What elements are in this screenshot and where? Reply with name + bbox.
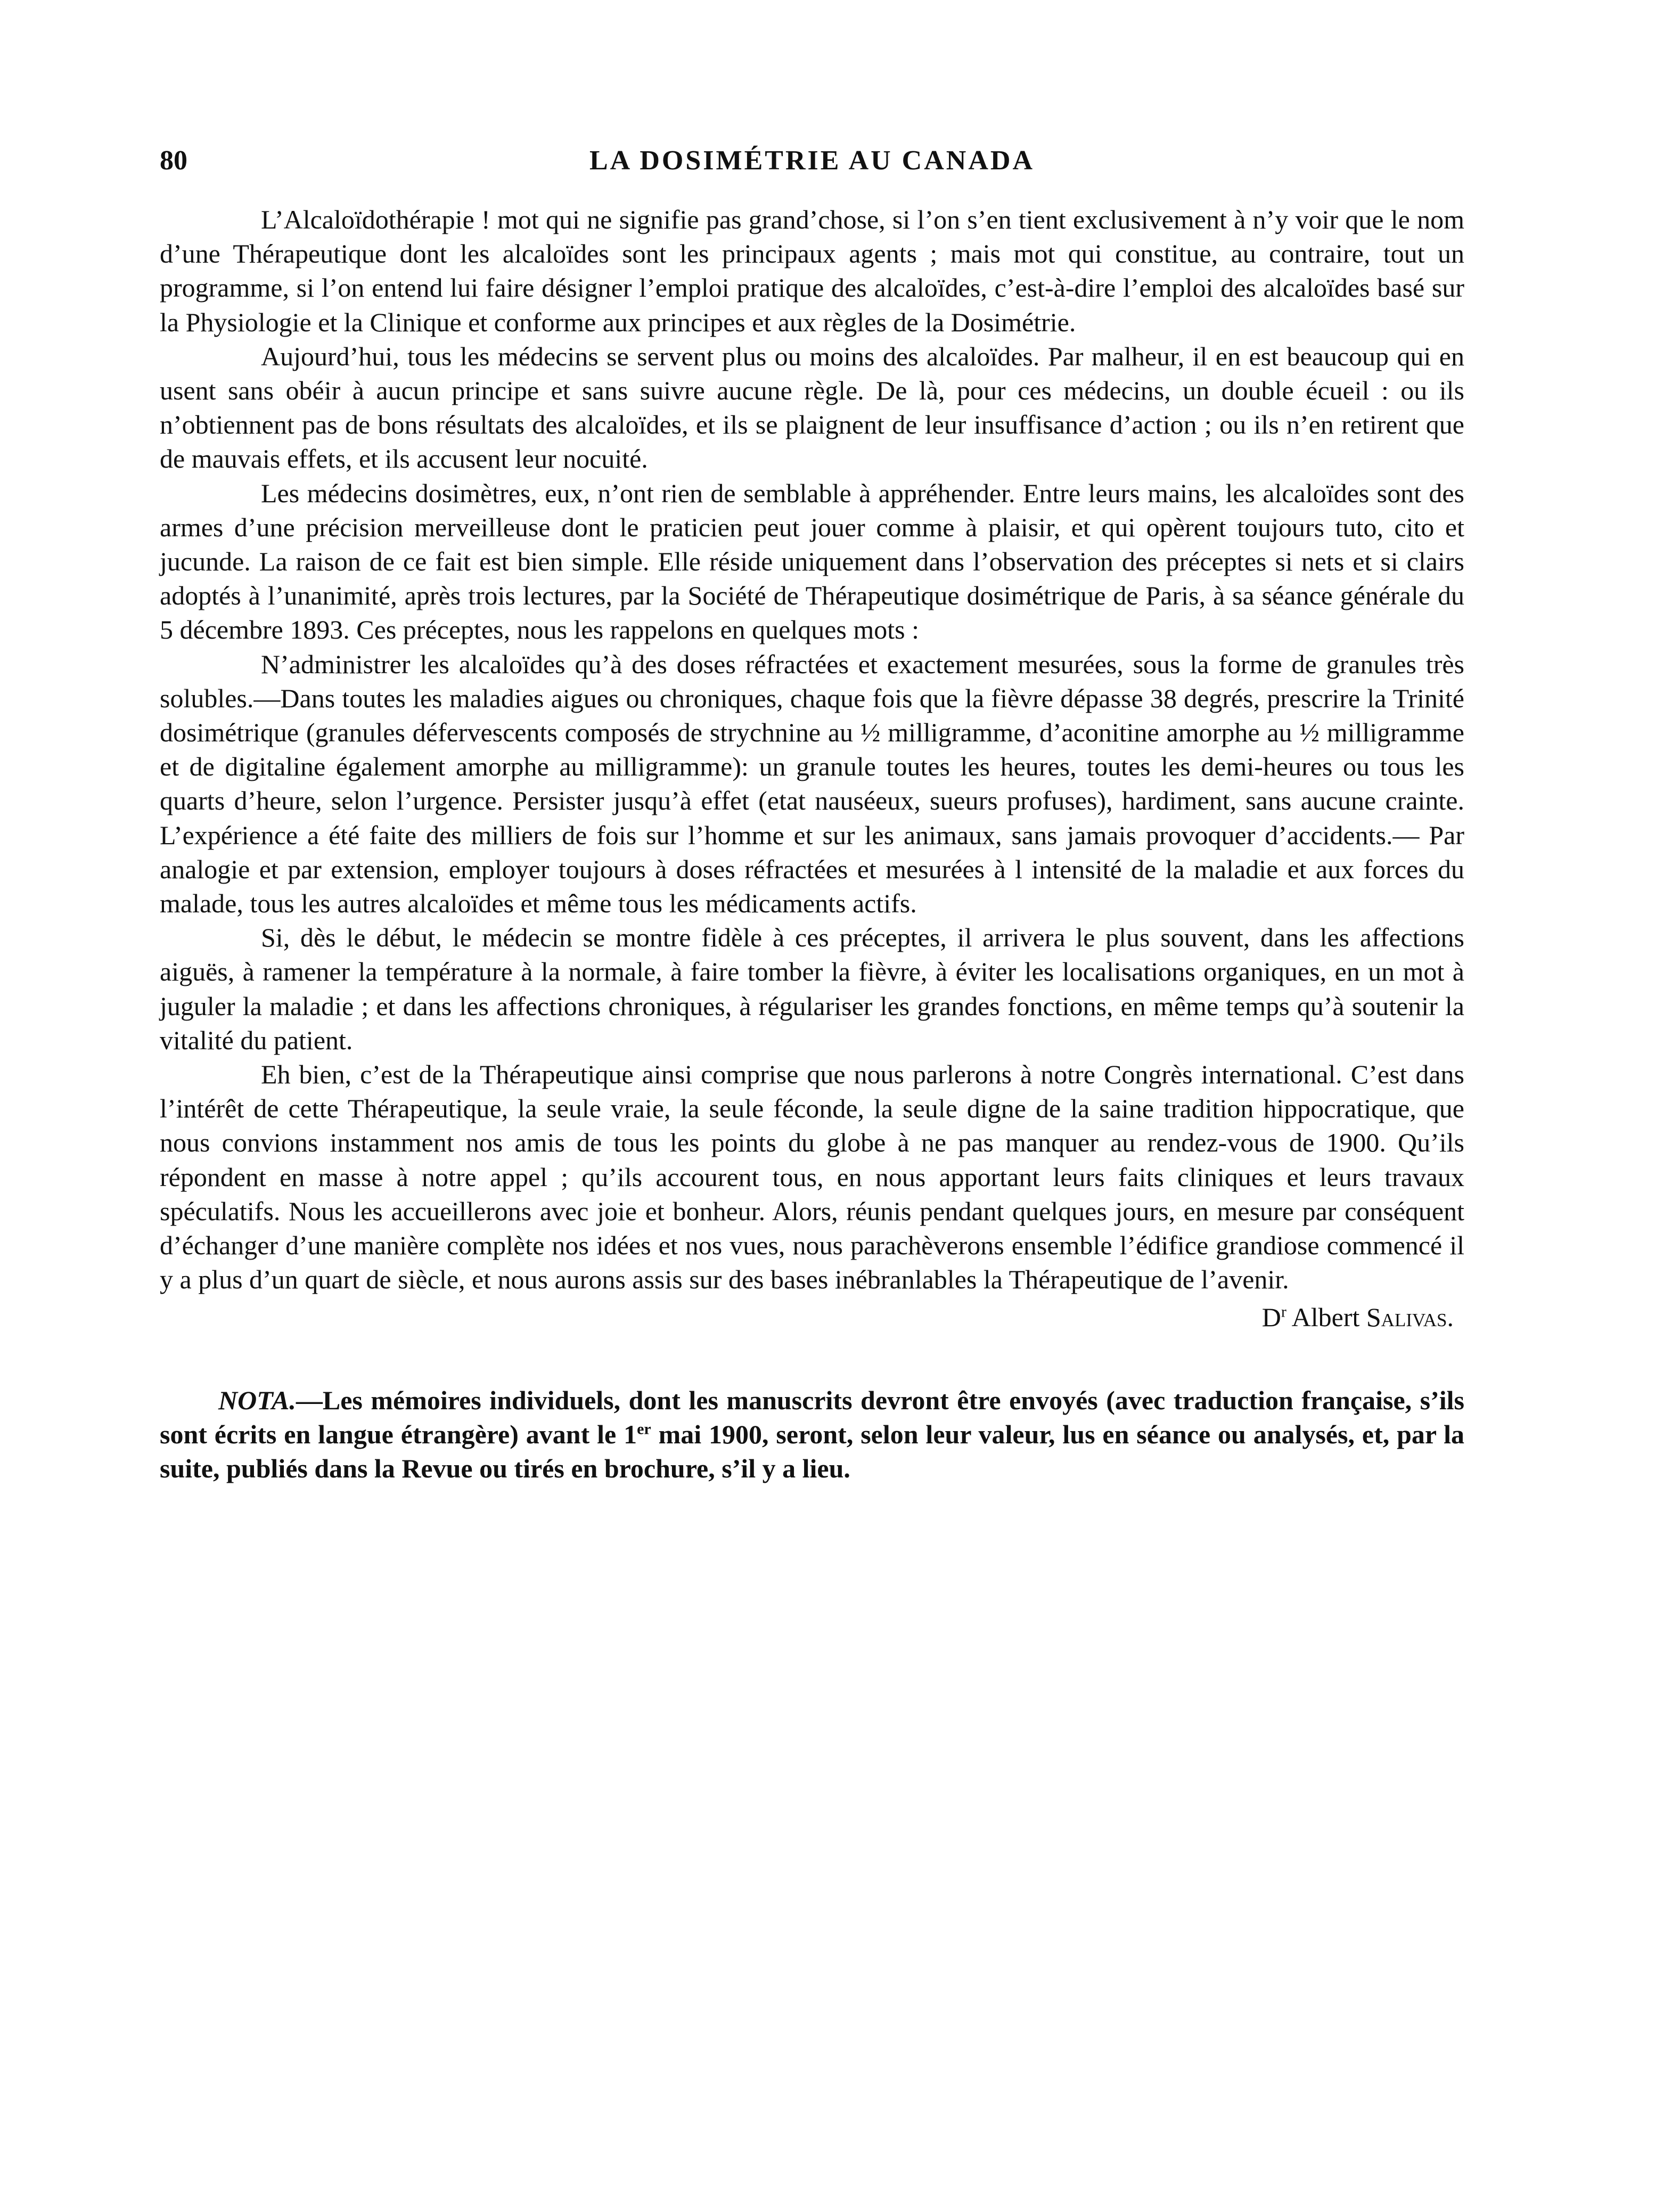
paragraph-medecins-dosimetres: Les médecins dosimètres, eux, n’ont rien de semblable à appréhender. Entre leurs mains, les alcaloïdes sont des armes d’une précision merveilleuse dont le praticien peut jouer comme à plaisir, et qui opèrent toujours tuto, cito et jucunde. La raison de ce fait est bien simple. Elle réside uniquement dans l’observation des préceptes si nets et si clairs adoptés à l’unanimité, après trois lectures, par la Société de Thérapeutique dosimétrique de Paris, à sa séance générale du 5 décembre 1893. Ces préceptes, nous les rappelons en quelques mots : bbox=[160, 478, 1464, 645]
paragraph-preceptes: N’administrer les alcaloïdes qu’à des doses réfractées et exactement mesurées, sous la forme de granules très solubles.—Dans toutes les maladies aigues ou chroniques, chaque fois que la fièvre dépasse 38 degrés, prescrire la Trinité dosimétrique (granules défervescents composés de strychnine au ½ milligramme, d’aconitine amorphe au ½ milligramme et de digitaline également amorphe au milligramme): un granule toutes les heures, toutes les demi-heures ou tous les quarts d’heure, selon l’urgence. Persister jusqu’à effet (etat nauséeux, sueurs profuses), hardiment, sans aucune crainte. L’expérience a été faite des milliers de fois sur l’homme et sur les animaux, sans jamais provoquer d’accidents.— Par analogie et par extension, employer toujours à doses réfractées et mesurées à l intensité de la maladie et aux forces du malade, tous les autres alcaloïdes et même tous les médicaments actifs. bbox=[160, 649, 1464, 919]
running-title: LA DOSIMÉTRIE AU CANADA bbox=[589, 145, 1035, 176]
paragraph-congres: Eh bien, c’est de la Thérapeutique ainsi comprise que nous parlerons à notre Congrès international. C’est dans l’intérêt de cette Thérapeutique, la seule vraie, la seule féconde, la seule digne de la saine tradition hippocratique, que nous convions instamment nos amis de tous les points du globe à ne pas manquer au rendez-vous de 1900. Qu’ils répondent en masse à notre appel ; qu’ils accourent tous, en nous apportant leurs faits cliniques et leurs travaux spéculatifs. Nous les accueillerons avec joie et bonheur. Alors, réunis pendant quelques jours, en mesure par conséquent d’échanger d’une manière complète nos idées et nos vues, nous parachèverons ensemble l’édifice grandiose commencé il y a plus d’un quart de siècle, et nous aurons assis sur des bases inébranlables la Thérapeutique de l’avenir. bbox=[160, 1059, 1464, 1295]
paragraph-alcaloidotherapie: L’Alcaloïdothérapie ! mot qui ne signifie pas grand’chose, si l’on s’en tient exclusivement à n’y voir que le nom d’une Thérapeutique dont les alcaloïdes sont les principaux agents ; mais mot qui constitue, au contraire, tout un programme, si l’on entend lui faire désigner l’emploi pratique des alcaloïdes, c’est-à-dire l’emploi des alcaloïdes basé sur la Physiologie et la Clinique et conforme aux principes et aux règles de la Dosimétrie. bbox=[160, 205, 1464, 337]
document-page bbox=[160, 144, 1464, 1485]
signature-prefix: D bbox=[1261, 1302, 1281, 1332]
paragraph-fidelite: Si, dès le début, le médecin se montre fidèle à ces préceptes, il arrivera le plus souvent, dans les affections aiguës, à ramener la température à la normale, à faire tomber la fièvre, à éviter les localisations organiques, en un mot à juguler la maladie ; et dans les affections chroniques, à régulariser les grandes fonctions, en même temps qu’à soutenir la vitalité du patient. bbox=[160, 922, 1464, 1055]
author-signature bbox=[160, 1300, 1464, 1334]
nota-text-before: —Les mémoires individuels, dont les manuscrits devront être envoyés (avec traduction française, s’ils sont écrits en langue étrangère) avant le 1 bbox=[160, 1385, 1464, 1449]
signature-first-name: Albert bbox=[1291, 1302, 1360, 1332]
signature-title-sup: r bbox=[1281, 1302, 1286, 1320]
page-header bbox=[160, 144, 1464, 202]
signature-last-name: Salivas. bbox=[1366, 1302, 1454, 1332]
nota-label: NOTA. bbox=[218, 1385, 296, 1415]
paragraph-aujourdhui: Aujourd’hui, tous les médecins se servent plus ou moins des alcaloïdes. Par malheur, il en est beaucoup qui en usent sans obéir à aucun principe et sans suivre aucune règle. De là, pour ces médecins, un double écueil : ou ils n’obtiennent pas de bons résultats des alcaloïdes, et ils se plaignent de leur insuffisance d’action ; ou ils n’en retirent que de mauvais effets, et ils accusent leur nocuité. bbox=[160, 341, 1464, 474]
nota-sup: er bbox=[637, 1420, 651, 1438]
page-number: 80 bbox=[160, 145, 187, 176]
nota-paragraph bbox=[160, 1383, 1464, 1486]
nota-text-after: mai 1900, seront, selon leur valeur, lus en séance ou analysés, et, par la suite, publiés dans la Revue ou tirés en brochure, s’il y a lieu. bbox=[160, 1419, 1464, 1484]
